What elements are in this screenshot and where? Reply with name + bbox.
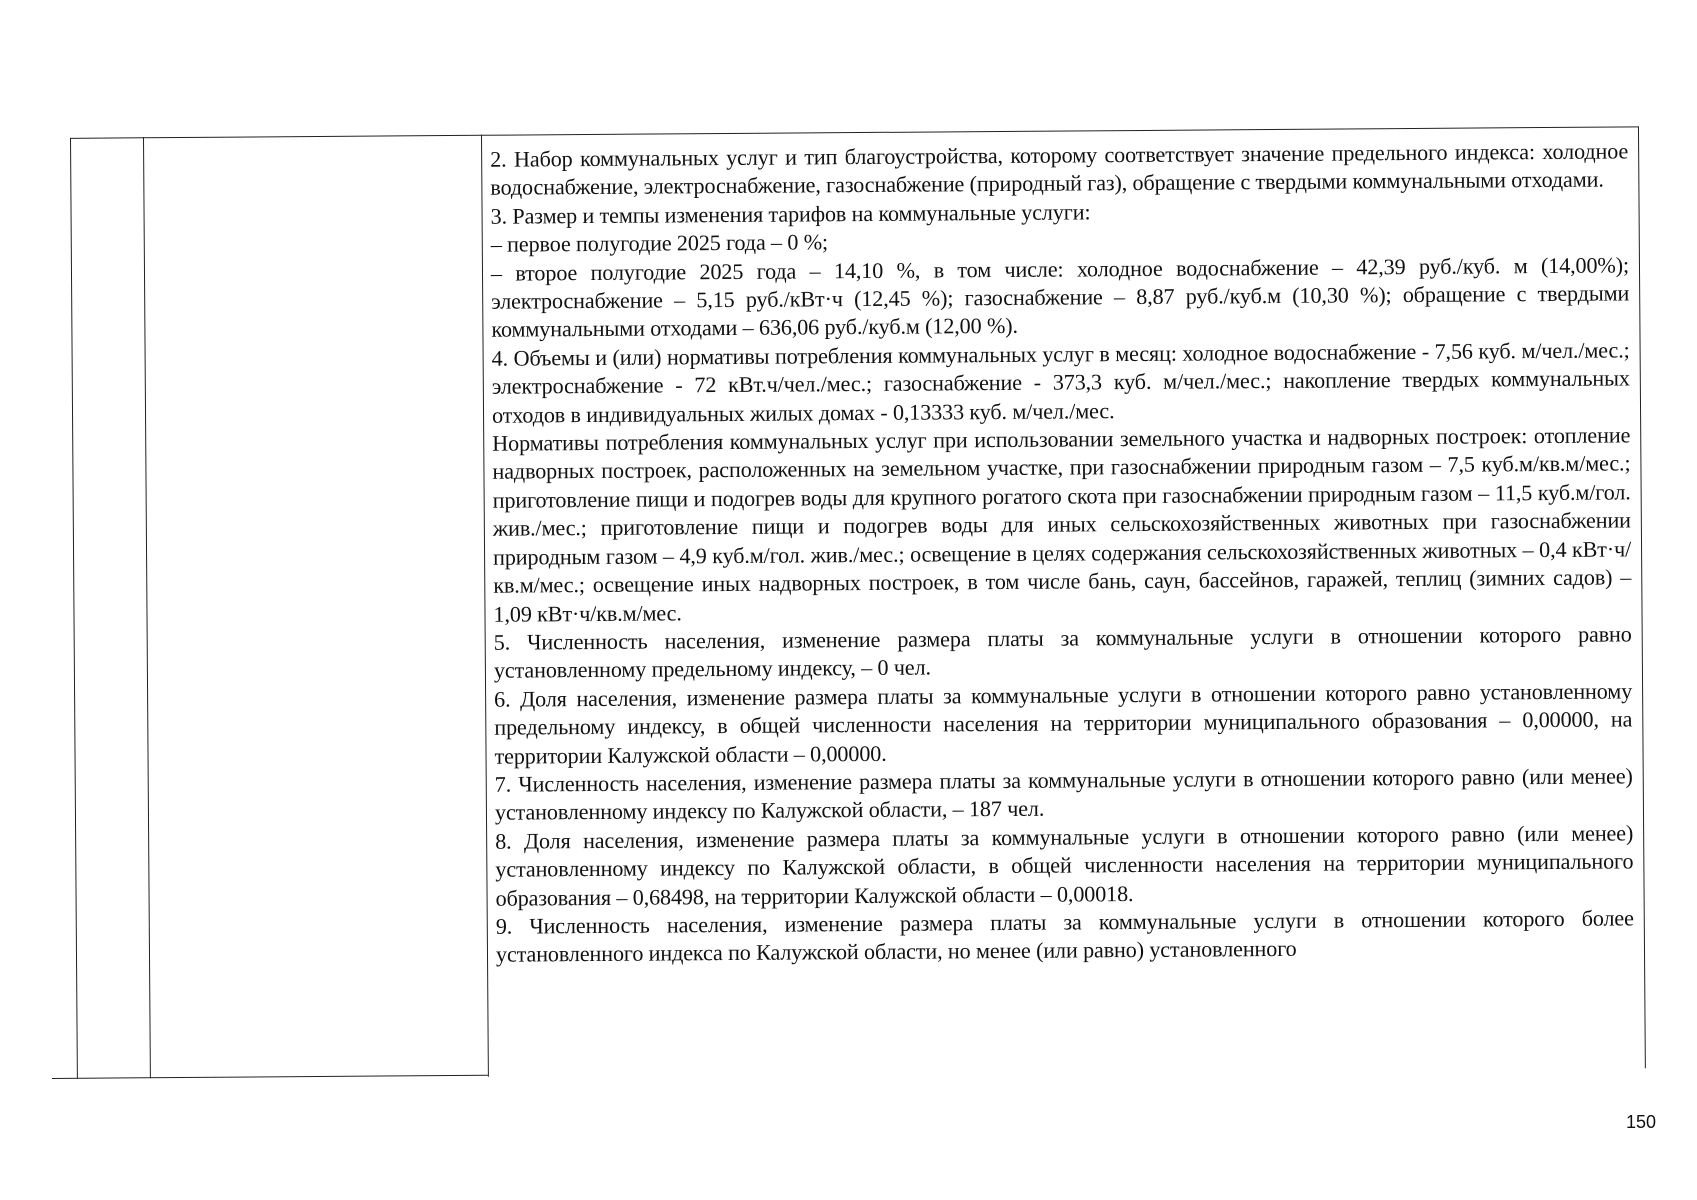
table-column-number — [70, 137, 151, 1079]
paragraph-item-6: 6. Доля населения, изменение размера платы за коммунальные услуги в отношении которого равно установленному предельному индексу, в общей численности населения на территории муниципального образования – 0,00000, на территории Калужской области – 0,00000. — [494, 678, 1633, 769]
paragraph-item-7: 7. Численность населения, изменение размера платы за коммунальные услуги в отношении которого равно (или менее) установленному индексу по Калужской области, – 187 чел. — [494, 763, 1633, 826]
paragraph-item-3: 3. Размер и темпы изменения тарифов на коммунальные услуги: — [490, 199, 1091, 229]
paragraph-consumption-norms: Нормативы потребления коммунальных услуг при использовании земельного участка и надворных построек: отопление надворных построек, расположенных на земельном участке, при газоснабжении природным газом – 7,5 куб.м/кв.м/мес.; приготовление пищи и подогрев воды для крупного рогатого скота при газоснабжении природным газом – 11,5 куб.м/гол. жив./мес.; приготовление пищи и подогрев воды для иных сельскохозяйственных животных при газоснабжении природным газом – 4,9 куб.м/гол. жив./мес.; освещение в целях содержания сельскохозяйственных животных – 0,4 кВт·ч/кв.м/мес.; освещение иных надворных построек, в том числе бань, саун, бассейнов, гаражей, теплиц (зимних садов) – 1,09 кВт·ч/кв.м/мес. — [492, 422, 1632, 627]
paragraph-second-half-year: – второе полугодие 2025 года – 14,10 %, в том числе: холодное водоснабжение – 42,39 руб./куб. м (14,00%); электроснабжение – 5,15 руб./кВт·ч (12,45 %); газоснабжение – 8,87 руб./куб.м (10,30 %); обращение с твердыми коммунальными отходами – 636,06 руб./куб.м (12,00 %). — [490, 252, 1630, 343]
paragraph-first-half-year: – первое полугодие 2025 года – 0 %; — [490, 229, 829, 257]
table-column-content — [481, 126, 1646, 1076]
paragraph-item-5: 5. Численность населения, изменение размера платы за коммунальные услуги в отношении которого равно установленному предельному индексу, – 0 чел. — [493, 621, 1632, 684]
paragraph-item-8: 8. Доля населения, изменение размера платы за коммунальные услуги в отношении которого равно (или менее) установленному индексу по Калужской области, в общей численности населения на территории муниципального образования – 0,68498, на территории Калужской области – 0,00018. — [495, 820, 1634, 911]
document-table — [45, 126, 1672, 1110]
table-cell-text — [490, 137, 1634, 969]
paragraph-item-9: 9. Численность населения, изменение размера платы за коммунальные услуги в отношении которого более установленного индекса по Калужской области, но менее (или равно) установленного — [495, 905, 1634, 968]
table-column-name — [143, 135, 489, 1078]
page-number: 150 — [1626, 1112, 1657, 1132]
paragraph-item-4: 4. Объемы и (или) нормативы потребления коммунальных услуг в месяц: холодное водоснабжение - 7,56 куб. м/чел./мес.; электроснабжение - 72 кВт.ч/чел./мес.; газоснабжение - 373,3 куб. м/чел./мес.; накопление твердых коммунальных отходов в индивидуальных жилых домах - 0,13333 куб. м/чел./мес. — [491, 337, 1630, 428]
paragraph-item-2: 2. Набор коммунальных услуг и тип благоустройства, которому соответствует значение предельного индекса: холодное водоснабжение, электроснабжение, газоснабжение (природный газ), обращение с твердыми коммунальными отходами. — [490, 138, 1629, 201]
